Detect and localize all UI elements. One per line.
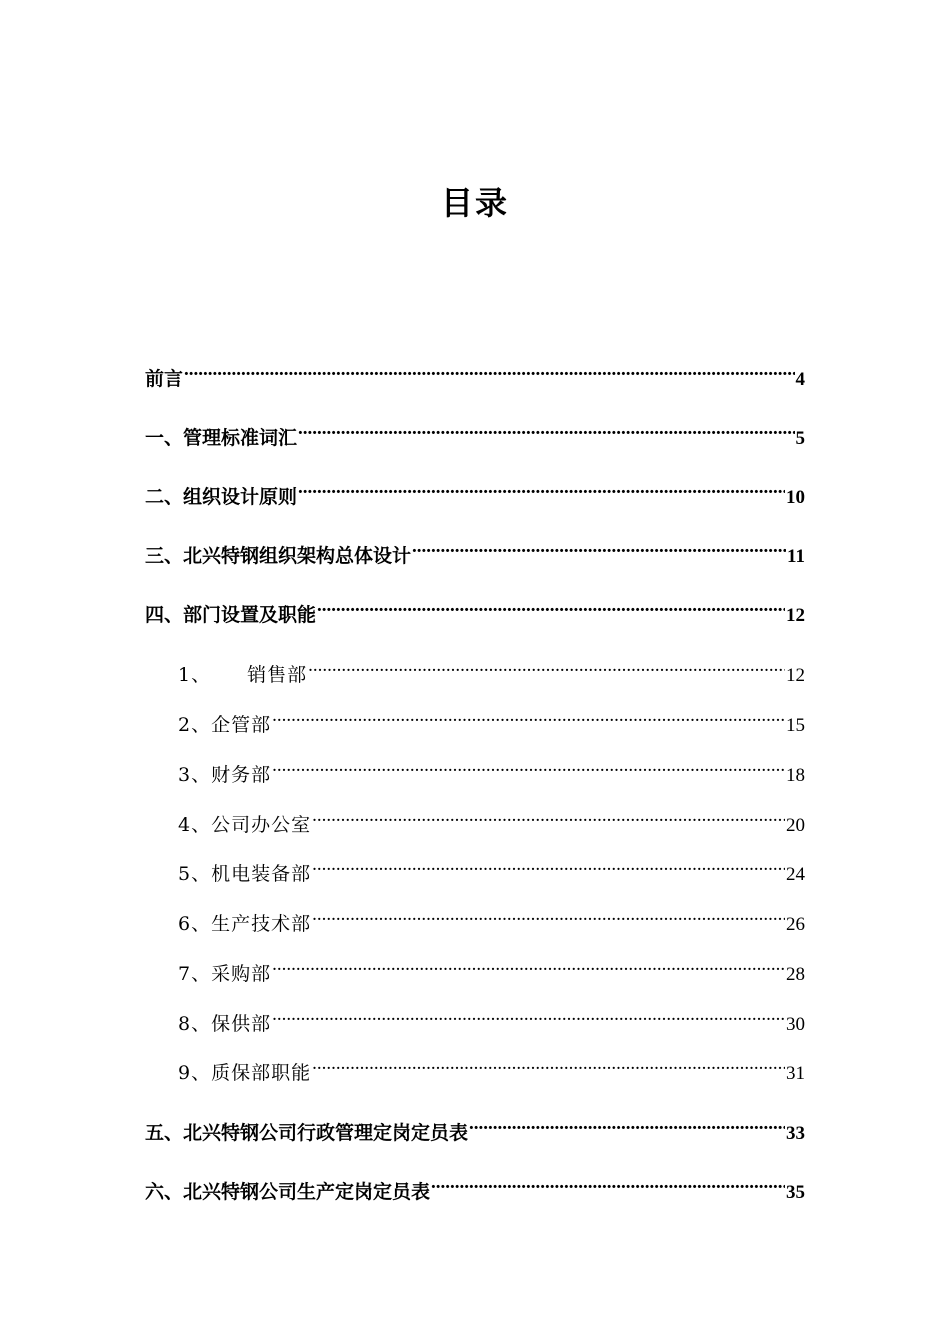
toc-entry-label: 8、保供部: [178, 1013, 272, 1035]
dot-leader: [469, 1109, 785, 1139]
toc-entry-label: 三、北兴特钢组织架构总体设计: [145, 545, 412, 567]
toc-entry-page-number: 33: [786, 1123, 805, 1144]
toc-entry-label: 2、企管部: [178, 714, 272, 736]
dot-leader: [298, 414, 794, 444]
toc-entry-page-number: 30: [786, 1014, 805, 1035]
dot-leader: [308, 651, 785, 681]
toc-entry-subsection-8[interactable]: [178, 1000, 805, 1035]
toc-entry-label: 4、公司办公室: [178, 814, 312, 836]
toc-entry-label: 5、机电装备部: [178, 863, 312, 885]
dot-leader: [317, 591, 785, 621]
toc-entry-subsection-4[interactable]: [178, 801, 805, 836]
toc-entry-section-1[interactable]: [145, 414, 805, 449]
dot-leader: [312, 850, 785, 880]
toc-entry-preface[interactable]: [145, 355, 805, 390]
toc-entry-label: [178, 660, 307, 690]
toc-entry-page-number: 12: [786, 665, 805, 686]
dot-leader: [431, 1168, 785, 1198]
dot-leader: [272, 950, 785, 980]
toc-entry-number: 1、: [178, 664, 212, 686]
page-title: 目录: [440, 184, 509, 222]
dot-leader: [272, 701, 785, 731]
dot-leader: [272, 1000, 785, 1030]
toc-entry-label: 六、北兴特钢公司生产定岗定员表: [145, 1181, 431, 1203]
toc-entry-page-number: 18: [786, 765, 805, 786]
toc-entry-page-number: 10: [786, 487, 805, 508]
toc-entry-page-number: 24: [786, 864, 805, 885]
dot-leader: [298, 473, 785, 503]
toc-entry-page-number: 12: [786, 605, 805, 626]
toc-entry-subsection-5[interactable]: [178, 850, 805, 885]
toc-entry-section-5[interactable]: [145, 1109, 805, 1144]
toc-entry-page-number: 5: [795, 428, 805, 449]
dot-leader: [312, 900, 785, 930]
toc-entry-subsection-2[interactable]: [178, 701, 805, 736]
toc-entry-label: 6、生产技术部: [178, 913, 312, 935]
dot-leader: [312, 801, 785, 831]
toc-entry-page-number: 28: [786, 964, 805, 985]
toc-entry-text: 销售部: [247, 664, 308, 686]
toc-entry-page-number: 35: [786, 1182, 805, 1203]
toc-entry-label: 7、采购部: [178, 963, 272, 985]
dot-leader: [272, 751, 785, 781]
toc-entry-subsection-6[interactable]: [178, 900, 805, 935]
toc-entry-section-3[interactable]: [145, 532, 805, 567]
toc-entry-page-number: 11: [787, 546, 805, 567]
toc-entry-label: 3、财务部: [178, 764, 272, 786]
toc-entry-page-number: 20: [786, 815, 805, 836]
toc-entry-label: 前言: [145, 368, 184, 390]
toc-entry-label: 9、质保部职能: [178, 1062, 312, 1084]
toc-entry-subsection-3[interactable]: [178, 751, 805, 786]
toc-entry-label: 五、北兴特钢公司行政管理定岗定员表: [145, 1122, 469, 1144]
dot-leader: [184, 355, 794, 385]
dot-leader: [412, 532, 786, 562]
toc-entry-page-number: 26: [786, 914, 805, 935]
toc-entry-label: 二、组织设计原则: [145, 486, 298, 508]
toc-entry-subsection-9[interactable]: [178, 1049, 805, 1084]
toc-entry-page-number: 31: [786, 1063, 805, 1084]
toc-entry-page-number: 15: [786, 715, 805, 736]
toc-entry-label: 一、管理标准词汇: [145, 427, 298, 449]
toc-entry-section-4[interactable]: [145, 591, 805, 626]
toc-entry-section-6[interactable]: [145, 1168, 805, 1203]
toc-entry-section-2[interactable]: [145, 473, 805, 508]
dot-leader: [312, 1049, 785, 1079]
toc-entry-page-number: 4: [795, 369, 805, 390]
toc-entry-subsection-1[interactable]: [178, 651, 805, 686]
toc-entry-label: 四、部门设置及职能: [145, 604, 317, 626]
toc-entry-subsection-7[interactable]: [178, 950, 805, 985]
